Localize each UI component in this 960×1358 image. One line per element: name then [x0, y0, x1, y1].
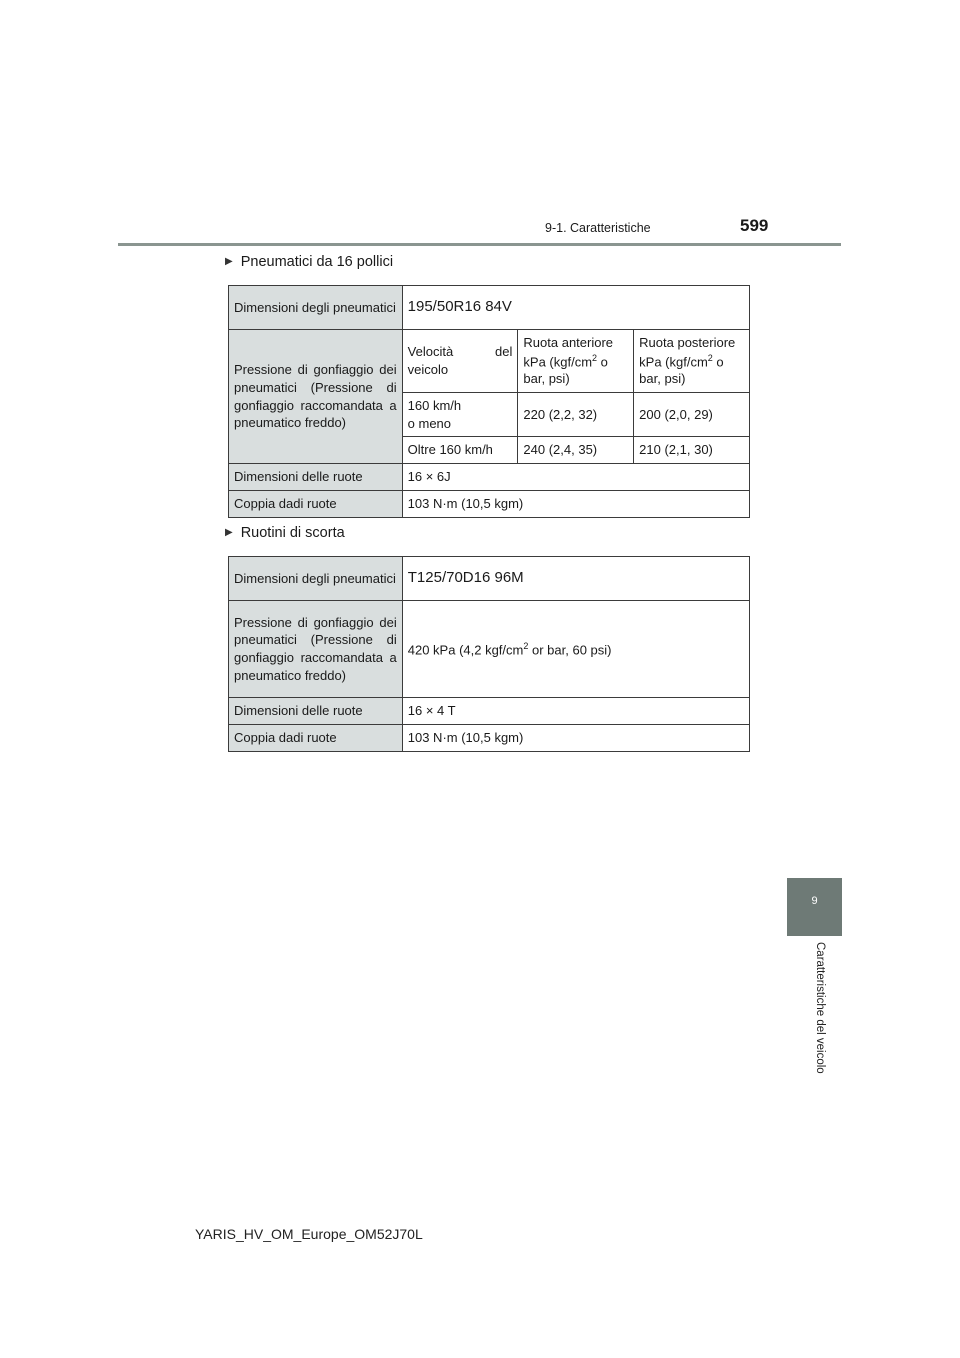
front-pressure-cell: 220 (2,2, 32) [518, 392, 634, 436]
rear-header-line3: bar, psi) [639, 371, 686, 387]
chapter-tab: 9 [787, 878, 842, 936]
pressure-value [402, 601, 749, 698]
speed-line1: 160 km/h [407, 397, 462, 413]
footer-doc-code: YARIS_HV_OM_Europe_OM52J70L [195, 1226, 423, 1242]
front-header-unit: kPa (kgf/cm [523, 353, 593, 369]
chapter-side-label: Caratteristiche del veicolo [814, 942, 826, 1074]
table-row [229, 464, 750, 491]
wheel-size-value: 16 × 4 T [402, 698, 749, 725]
pressure-value-sup: 2 [523, 640, 529, 651]
triangle-bullet-icon: ▶ [225, 256, 233, 267]
section1-heading [225, 254, 393, 270]
table-row [229, 491, 750, 518]
rear-header-line2 [639, 352, 744, 371]
front-header-sup: 2 [592, 352, 598, 363]
pressure-label: Pressione di gonfiaggio dei pneumatici (Pressione di gonfiaggio raccomandata a pneumatico freddo) [229, 330, 403, 464]
front-header-line3: bar, psi) [523, 371, 570, 387]
pressure-label: Pressione di gonfiaggio dei pneumatici (Pressione di gonfiaggio raccomandata a pneumatico freddo) [229, 601, 403, 698]
column-header-speed: Velocità del veicolo [402, 330, 518, 393]
rear-header-or: o [712, 353, 724, 369]
front-header-or: o [597, 353, 608, 369]
page-number: 599 [740, 216, 769, 235]
tire-size-value: T125/70D16 96M [402, 557, 749, 601]
front-header-line2 [523, 352, 628, 371]
table-row [229, 698, 750, 725]
tire-spec-table-spare [228, 556, 750, 752]
triangle-bullet-icon: ▶ [225, 527, 233, 538]
section2-heading-text: Ruotini di scorta [240, 525, 345, 541]
table-row [229, 330, 750, 393]
wheel-size-value: 16 × 6J [402, 464, 749, 491]
tire-size-label: Dimensioni degli pneumatici [229, 557, 403, 601]
section2-heading [225, 525, 345, 541]
wheel-size-label: Dimensioni delle ruote [229, 698, 403, 725]
pressure-value-main: 420 kPa (4,2 kgf/cm [407, 641, 524, 657]
rear-header-unit: kPa (kgf/cm [639, 353, 708, 369]
rear-pressure-cell: 200 (2,0, 29) [634, 392, 750, 436]
speed-line2: o meno [407, 415, 452, 431]
table-row [229, 557, 750, 601]
tire-size-value: 195/50R16 84V [402, 286, 749, 330]
speed-cell: Oltre 160 km/h [402, 437, 518, 464]
speed-cell [402, 392, 518, 436]
rear-header-line1: Ruota posteriore [639, 335, 736, 350]
tire-size-label: Dimensioni degli pneumatici [229, 286, 403, 330]
nut-torque-label: Coppia dadi ruote [229, 491, 403, 518]
table-row [229, 725, 750, 752]
nut-torque-value: 103 N·m (10,5 kgm) [402, 725, 749, 752]
header-section-title: 9-1. Caratteristiche [545, 221, 651, 235]
front-pressure-cell: 240 (2,4, 35) [518, 437, 634, 464]
wheel-size-label: Dimensioni delle ruote [229, 464, 403, 491]
rear-pressure-cell: 210 (2,1, 30) [634, 437, 750, 464]
pressure-value-tail: or bar, 60 psi) [528, 641, 612, 657]
column-header-rear [634, 330, 750, 393]
column-header-front [518, 330, 634, 393]
nut-torque-label: Coppia dadi ruote [229, 725, 403, 752]
table-row [229, 286, 750, 330]
rear-header-sup: 2 [707, 352, 713, 363]
table-row [229, 601, 750, 698]
tire-spec-table-16in [228, 285, 750, 518]
nut-torque-value: 103 N·m (10,5 kgm) [402, 491, 749, 518]
front-header-line1: Ruota anteriore [523, 335, 614, 350]
section1-heading-text: Pneumatici da 16 pollici [240, 254, 394, 270]
header-divider [118, 243, 841, 246]
